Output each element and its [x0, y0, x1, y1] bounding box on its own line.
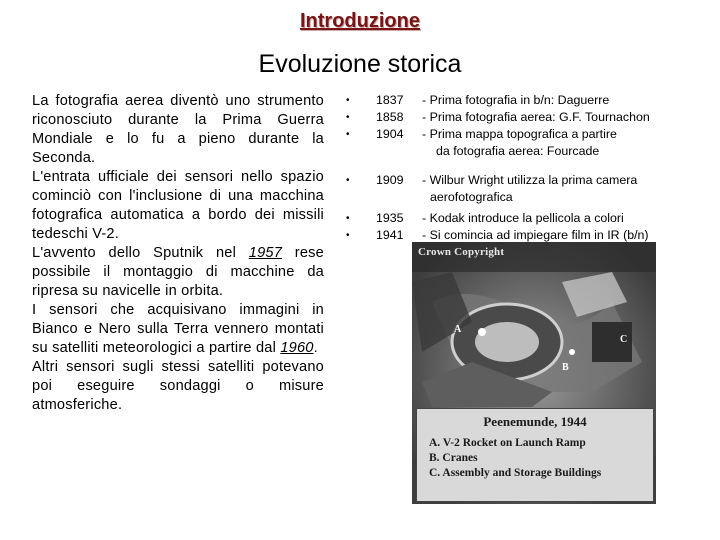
label-b: B [562, 362, 569, 373]
label-a: A [454, 324, 462, 335]
caption-line: B. Cranes [429, 452, 478, 464]
caption-line: A. V-2 Rocket on Launch Ramp [429, 437, 586, 449]
timeline-item [346, 92, 716, 109]
bullet: • [346, 112, 350, 123]
header-title: Introduzione [300, 10, 420, 32]
timeline-desc-cont: da fotografia aerea: Fourcade [436, 144, 600, 158]
paragraph-text: . [313, 340, 318, 356]
paragraph [32, 301, 324, 358]
caption-title: Peenemunde, 1944 [483, 414, 587, 429]
caption-line: C. Assembly and Storage Buildings [429, 467, 602, 479]
timeline-desc: - Prima fotografia aerea: G.F. Tournachon [422, 110, 650, 124]
label-c: C [620, 334, 628, 345]
timeline-desc: - Si comincia ad impiegare film in IR (b/n) [422, 228, 649, 242]
year-1957: 1957 [248, 245, 283, 261]
slide-title: Evoluzione storica [258, 50, 462, 78]
timeline-year: 1909 [376, 173, 404, 187]
bullet: • [346, 175, 350, 186]
bullet: • [346, 213, 350, 224]
paragraph [32, 244, 324, 301]
timeline-desc: - Prima fotografia in b/n: Daguerre [422, 93, 610, 107]
paragraph: L'entrata ufficiale dei sensori nello spazio cominciò con l'inclusione di una macchina fotografica automatica a bordo dei missili tedeschi V-2. [32, 169, 324, 242]
timeline-desc-cont: aerofotografica [430, 190, 513, 204]
paragraph-text: rese possibile il montaggio di macchine da ripresa su navicelle in orbita. [32, 245, 324, 299]
timeline-item [346, 109, 716, 126]
crown-copyright-watermark: Crown Copyright [418, 246, 505, 258]
timeline-year: 1935 [376, 211, 404, 225]
timeline-year: 1858 [376, 110, 404, 124]
timeline-year: 1904 [376, 127, 404, 141]
paragraph: Altri sensori sugli stessi satelliti potevano poi eseguire sondaggi o misure atmosferiche. [32, 359, 324, 413]
photo-caption [416, 408, 654, 502]
paragraph-text: I sensori che acquisivano immagini in Bianco e Nero sulla Terra vennero montati su satelliti meteorologici a partire dal [32, 302, 324, 356]
timeline-item [346, 210, 716, 227]
timeline-desc: - Prima mappa topografica a partire [422, 127, 617, 141]
timeline-desc: - Wilbur Wright utilizza la prima camera [422, 173, 638, 187]
timeline-list [346, 92, 716, 244]
paragraph-text: L'avvento dello Sputnik nel [32, 245, 249, 261]
aerial-photo [412, 242, 656, 504]
body-text [32, 92, 324, 415]
timeline-year: 1941 [376, 228, 404, 242]
bullet: • [346, 230, 350, 241]
timeline-desc: - Kodak introduce la pellicola a colori [422, 211, 624, 225]
year-1960: 1960 [280, 340, 314, 356]
timeline-year: 1837 [376, 93, 404, 107]
paragraph: La fotografia aerea diventò uno strumento riconosciuto durante la Prima Guerra Mondiale e lo fu a pieno durante la Seconda. [32, 93, 324, 166]
timeline-item [346, 172, 716, 206]
bullet: • [346, 129, 350, 140]
bullet: • [346, 95, 350, 106]
timeline-item [346, 126, 716, 160]
